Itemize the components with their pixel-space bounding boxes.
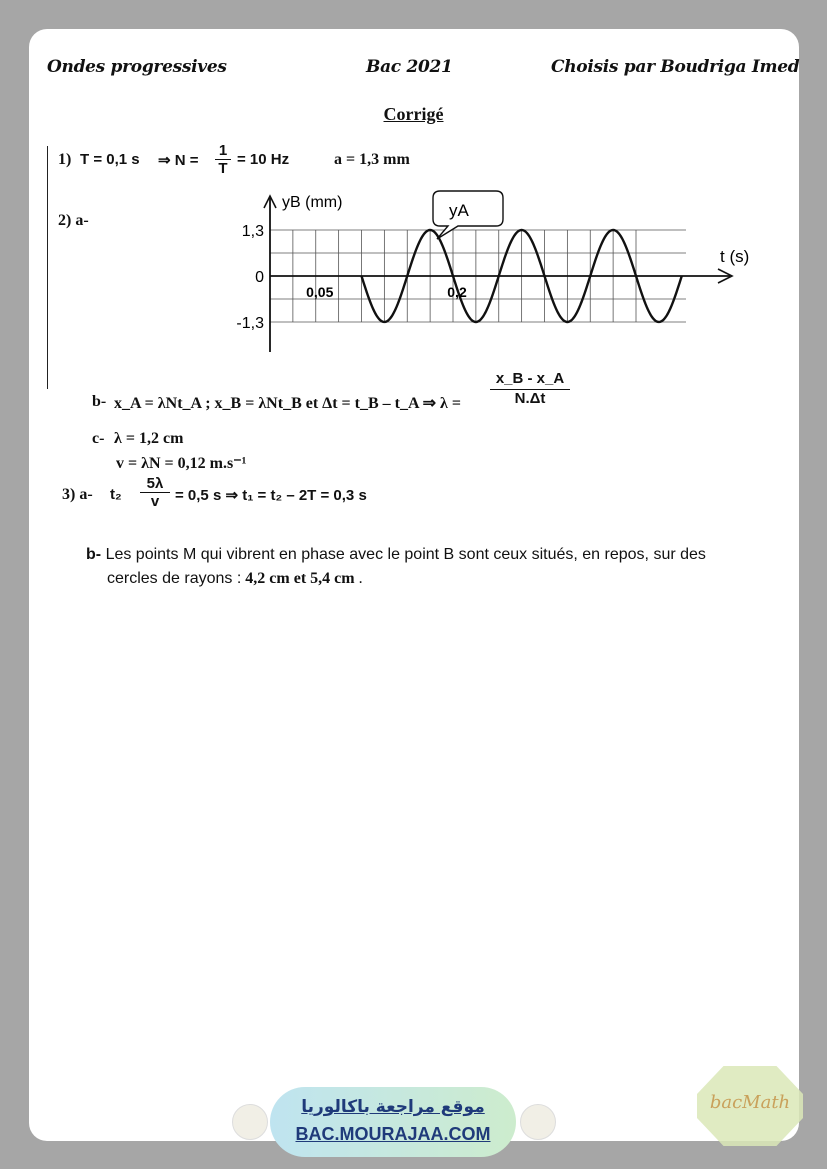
q2b-text: x_A = λNt_A ; x_B = λNt_B et Δt = t_B – t_A ⇒ λ = (114, 395, 462, 412)
q1-period: T = 0,1 s (80, 151, 140, 168)
q1-frequency: = 10 Hz (237, 151, 290, 168)
q2b-label: b- (92, 393, 107, 410)
q1-frac-num: 1 (218, 142, 228, 159)
q2c-label: c- (92, 430, 105, 447)
bacmath-badge-text: bacMath (709, 1092, 791, 1113)
header-exam: Bac 2021 (366, 57, 453, 77)
q2b-frac-den: N.Δt (490, 389, 570, 407)
q3b-radii: 4,2 cm et 5,4 cm (245, 570, 355, 587)
q2c-velocity: v = λN = 0,12 m.s⁻¹ (116, 455, 247, 472)
q3b-line2-suffix: . (358, 570, 363, 587)
y-tick-label: 0 (255, 269, 264, 286)
x-tick-label: 0,2 (447, 284, 467, 300)
q3a-t2: t₂ (110, 486, 122, 503)
y-tick-label: -1,3 (236, 315, 264, 332)
x-axis-label: t (s) (720, 247, 750, 266)
q3b-label: b- (86, 546, 102, 563)
q3a-label: 3) a- (62, 486, 93, 503)
q3a-frac-den: v (140, 492, 170, 510)
site-logo-left (232, 1104, 268, 1140)
header-author: Choisis par Boudriga Imed (551, 57, 800, 77)
x-tick-label: 0,05 (306, 284, 334, 300)
q2b-frac-num: x_B - x_A (495, 370, 565, 387)
header-subject: Ondes progressives (47, 57, 227, 77)
footer-arabic-link[interactable]: موقع مراجعة باكالوريا (301, 1097, 485, 1117)
q2c-wavelength: λ = 1,2 cm (114, 430, 184, 447)
q1-frac-den: T (215, 159, 231, 177)
site-logo-right (520, 1104, 556, 1140)
q3b-line2-prefix: cercles de rayons : (107, 570, 242, 587)
page-title: Corrigé (383, 104, 444, 124)
q3b-line1: Les points M qui vibrent en phase avec le point B sont ceux situés, en repos, sur des (105, 546, 706, 563)
q1-implies: ⇒ N = (158, 152, 199, 169)
q1-amplitude: a = 1,3 mm (334, 151, 410, 168)
q2a-label: 2) a- (58, 212, 89, 229)
q3a-result: = 0,5 s ⇒ t₁ = t₂ – 2T = 0,3 s (175, 487, 367, 504)
y-axis-label: yB (mm) (282, 194, 343, 211)
q1-label: 1) (58, 151, 72, 168)
callout-label: yA (449, 201, 469, 220)
footer-url-link[interactable]: BAC.MOURAJAA.COM (295, 1124, 491, 1144)
chart-yb (0, 0, 827, 400)
y-tick-label: 1,3 (241, 223, 264, 240)
q3a-frac-num: 5λ (146, 475, 164, 492)
